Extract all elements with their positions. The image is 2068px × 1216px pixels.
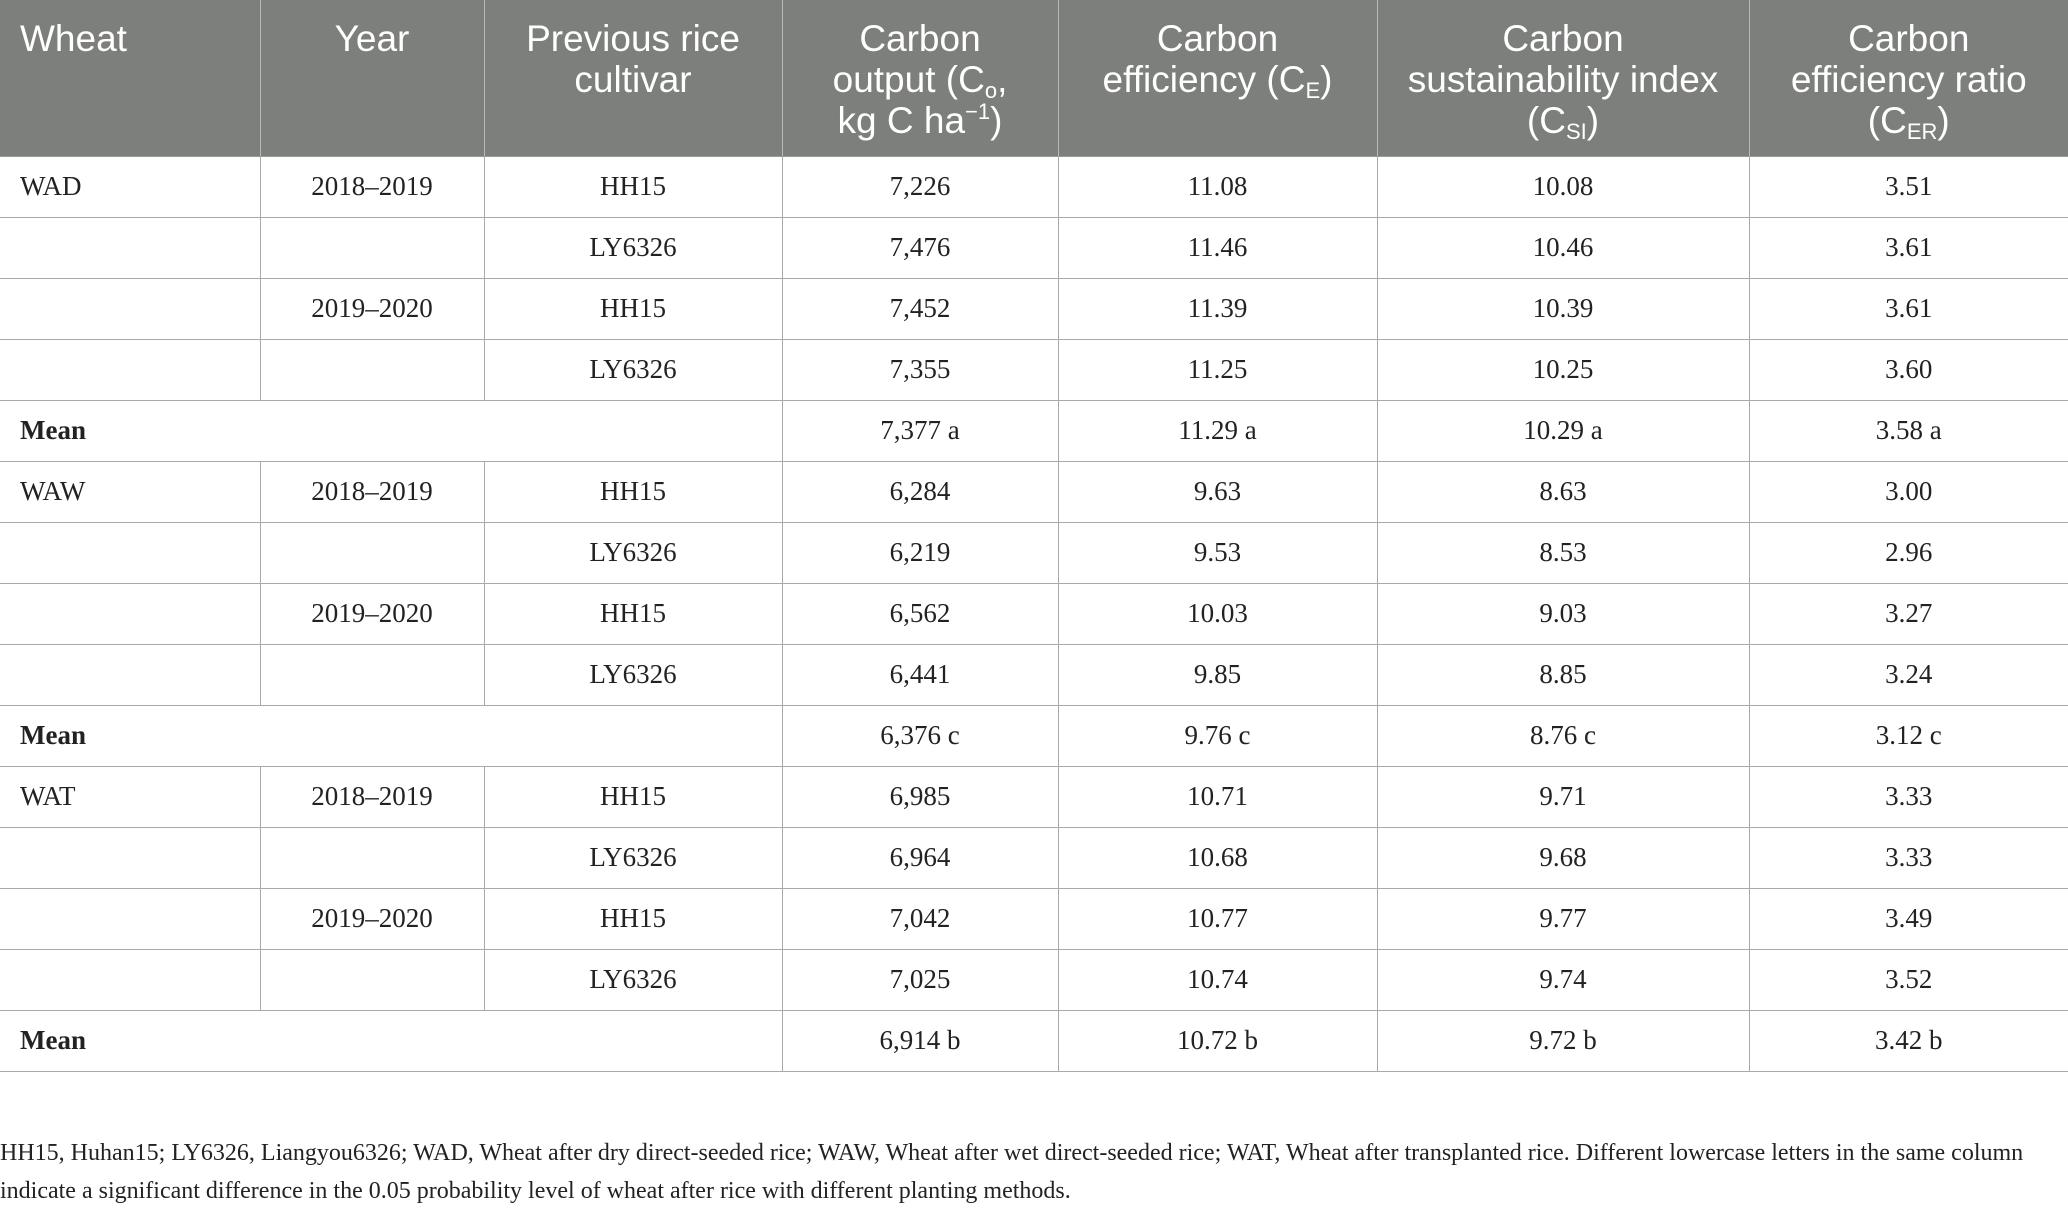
- header-row: [0, 0, 2068, 156]
- cell-carbon-sustainability-index: 9.71: [1377, 766, 1749, 827]
- cell-wheat: [0, 339, 260, 400]
- cell-carbon-output: 6,376 c: [782, 705, 1058, 766]
- header-year: Year: [260, 0, 484, 156]
- cell-carbon-efficiency-ratio: 3.58 a: [1749, 400, 2068, 461]
- cell-carbon-output: 7,355: [782, 339, 1058, 400]
- cell-wheat: [0, 644, 260, 705]
- cell-wheat: [0, 949, 260, 1010]
- mean-row-wad: [0, 400, 2068, 461]
- cell-carbon-efficiency: 11.39: [1058, 278, 1377, 339]
- cell-carbon-efficiency-ratio: 2.96: [1749, 522, 2068, 583]
- table-row: [0, 522, 2068, 583]
- cell-carbon-sustainability-index: 8.63: [1377, 461, 1749, 522]
- cell-carbon-sustainability-index: 9.77: [1377, 888, 1749, 949]
- cell-cultivar: HH15: [484, 583, 782, 644]
- table-row: [0, 339, 2068, 400]
- cell-cultivar: LY6326: [484, 644, 782, 705]
- table-header: [0, 0, 2068, 156]
- cell-carbon-sustainability-index: 10.29 a: [1377, 400, 1749, 461]
- cell-carbon-sustainability-index: 9.03: [1377, 583, 1749, 644]
- cell-carbon-efficiency: 11.25: [1058, 339, 1377, 400]
- cell-carbon-efficiency-ratio: 3.42 b: [1749, 1010, 2068, 1071]
- cell-carbon-output: 6,562: [782, 583, 1058, 644]
- cell-carbon-efficiency-ratio: 3.52: [1749, 949, 2068, 1010]
- cell-carbon-sustainability-index: 10.25: [1377, 339, 1749, 400]
- cell-carbon-efficiency-ratio: 3.24: [1749, 644, 2068, 705]
- cell-carbon-output: 7,452: [782, 278, 1058, 339]
- cell-carbon-output: 6,284: [782, 461, 1058, 522]
- table-row: [0, 583, 2068, 644]
- mean-label: Mean: [0, 400, 782, 461]
- cell-carbon-output: 7,377 a: [782, 400, 1058, 461]
- cell-wheat: [0, 827, 260, 888]
- mean-label: Mean: [0, 705, 782, 766]
- cell-year: [260, 522, 484, 583]
- table-row: [0, 949, 2068, 1010]
- header-previous-rice-cultivar: Previous rice cultivar: [484, 0, 782, 156]
- table-footnote: HH15, Huhan15; LY6326, Liangyou6326; WAD, Wheat after dry direct-seeded rice; WAW, Wheat after wet direct-seeded rice; WAT, Wheat after transplanted rice. Different lowercase letters in the same column indicate a significant difference in the 0.05 probability level of wheat after rice with different planting methods.: [0, 1140, 2024, 1204]
- cell-year: 2018–2019: [260, 766, 484, 827]
- cell-carbon-efficiency: 10.77: [1058, 888, 1377, 949]
- cell-carbon-output: 7,226: [782, 156, 1058, 217]
- cell-year: 2018–2019: [260, 461, 484, 522]
- cell-cultivar: HH15: [484, 278, 782, 339]
- cell-carbon-sustainability-index: 8.76 c: [1377, 705, 1749, 766]
- table-row: [0, 766, 2068, 827]
- cell-carbon-output: 6,985: [782, 766, 1058, 827]
- cell-carbon-efficiency-ratio: 3.61: [1749, 278, 2068, 339]
- cell-year: [260, 217, 484, 278]
- header-carbon-sustainability-index: Carbon sustainability index $(C_{SI})$: [1377, 0, 1749, 156]
- cell-wheat: [0, 278, 260, 339]
- cell-carbon-sustainability-index: 10.46: [1377, 217, 1749, 278]
- header-wheat: Wheat: [0, 0, 260, 156]
- cell-carbon-efficiency-ratio: 3.61: [1749, 217, 2068, 278]
- cell-carbon-efficiency: 10.74: [1058, 949, 1377, 1010]
- cell-carbon-efficiency-ratio: 3.49: [1749, 888, 2068, 949]
- cell-carbon-efficiency-ratio: 3.12 c: [1749, 705, 2068, 766]
- cell-carbon-efficiency: 10.71: [1058, 766, 1377, 827]
- cell-cultivar: LY6326: [484, 949, 782, 1010]
- table-row: [0, 278, 2068, 339]
- cell-carbon-efficiency: 11.29 a: [1058, 400, 1377, 461]
- cell-carbon-efficiency: 9.76 c: [1058, 705, 1377, 766]
- cell-carbon-sustainability-index: 10.39: [1377, 278, 1749, 339]
- mean-row-waw: [0, 705, 2068, 766]
- cell-year: 2019–2020: [260, 888, 484, 949]
- table-row: [0, 644, 2068, 705]
- cell-carbon-efficiency-ratio: 3.60: [1749, 339, 2068, 400]
- cell-wheat: [0, 583, 260, 644]
- mean-row-wat: [0, 1010, 2068, 1071]
- cell-carbon-output: 6,964: [782, 827, 1058, 888]
- cell-cultivar: HH15: [484, 461, 782, 522]
- cell-wheat: WAW: [0, 461, 260, 522]
- cell-carbon-output: 6,914 b: [782, 1010, 1058, 1071]
- cell-carbon-output: 6,441: [782, 644, 1058, 705]
- cell-carbon-efficiency: 11.08: [1058, 156, 1377, 217]
- cell-cultivar: LY6326: [484, 827, 782, 888]
- cell-cultivar: LY6326: [484, 522, 782, 583]
- cell-year: [260, 644, 484, 705]
- cell-cultivar: HH15: [484, 766, 782, 827]
- cell-carbon-sustainability-index: 10.08: [1377, 156, 1749, 217]
- header-carbon-efficiency: Carbon efficiency $(C_E)$: [1058, 0, 1377, 156]
- cell-carbon-output: 7,476: [782, 217, 1058, 278]
- table-row: [0, 217, 2068, 278]
- cell-carbon-efficiency: 9.53: [1058, 522, 1377, 583]
- cell-wheat: [0, 522, 260, 583]
- cell-carbon-efficiency-ratio: 3.33: [1749, 766, 2068, 827]
- table-row: [0, 461, 2068, 522]
- cell-cultivar: LY6326: [484, 339, 782, 400]
- cell-carbon-output: 7,025: [782, 949, 1058, 1010]
- cell-carbon-efficiency-ratio: 3.27: [1749, 583, 2068, 644]
- cell-wheat: WAT: [0, 766, 260, 827]
- cell-year: 2018–2019: [260, 156, 484, 217]
- cell-carbon-efficiency-ratio: 3.33: [1749, 827, 2068, 888]
- header-carbon-efficiency-ratio: Carbon efficiency ratio $(C_{ER})$: [1749, 0, 2068, 156]
- cell-cultivar: LY6326: [484, 217, 782, 278]
- cell-carbon-sustainability-index: 9.72 b: [1377, 1010, 1749, 1071]
- cell-wheat: [0, 888, 260, 949]
- cell-carbon-efficiency: 10.68: [1058, 827, 1377, 888]
- cell-carbon-efficiency: 11.46: [1058, 217, 1377, 278]
- cell-year: [260, 339, 484, 400]
- header-carbon-output: Carbon output ($C_o$, kg C $ha^{-1}$): [782, 0, 1058, 156]
- table-row: [0, 888, 2068, 949]
- cell-carbon-efficiency: 10.72 b: [1058, 1010, 1377, 1071]
- cell-carbon-efficiency-ratio: 3.00: [1749, 461, 2068, 522]
- cell-carbon-efficiency: 10.03: [1058, 583, 1377, 644]
- cell-carbon-output: 7,042: [782, 888, 1058, 949]
- cell-wheat: WAD: [0, 156, 260, 217]
- cell-carbon-output: 6,219: [782, 522, 1058, 583]
- cell-carbon-sustainability-index: 8.85: [1377, 644, 1749, 705]
- cell-wheat: [0, 217, 260, 278]
- cell-carbon-sustainability-index: 9.74: [1377, 949, 1749, 1010]
- cell-carbon-sustainability-index: 9.68: [1377, 827, 1749, 888]
- table-body: [0, 156, 2068, 1071]
- table-row: [0, 156, 2068, 217]
- cell-cultivar: HH15: [484, 888, 782, 949]
- cell-carbon-efficiency: 9.85: [1058, 644, 1377, 705]
- cell-carbon-efficiency-ratio: 3.51: [1749, 156, 2068, 217]
- cell-year: [260, 949, 484, 1010]
- table-row: [0, 827, 2068, 888]
- cell-year: [260, 827, 484, 888]
- cell-carbon-efficiency: 9.63: [1058, 461, 1377, 522]
- cell-cultivar: HH15: [484, 156, 782, 217]
- cell-carbon-sustainability-index: 8.53: [1377, 522, 1749, 583]
- mean-label: Mean: [0, 1010, 782, 1071]
- cell-year: 2019–2020: [260, 278, 484, 339]
- cell-year: 2019–2020: [260, 583, 484, 644]
